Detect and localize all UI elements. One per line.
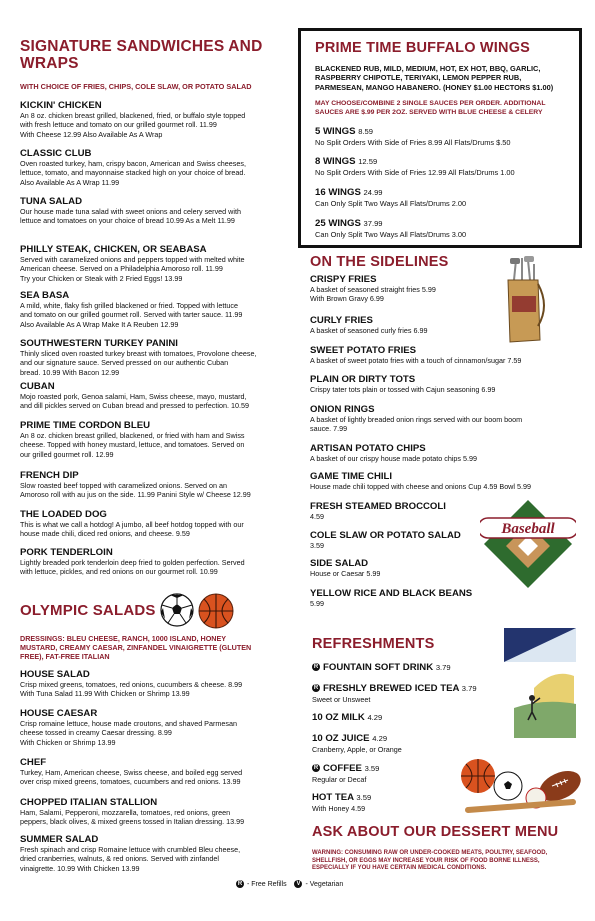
sandwiches-title: SIGNATURE SANDWICHES AND WRAPS: [20, 38, 263, 72]
item-name: SEA BASA: [20, 290, 70, 301]
description-line: With Chicken or Shrimp 13.99: [20, 737, 116, 747]
dessert-banner: ASK ABOUT OUR DESSERT MENU: [312, 824, 559, 840]
description-line: Turkey, Ham, American cheese, Swiss cheese, and boiled egg served: [20, 768, 243, 777]
description-line: A basket of our crispy house made potato chips 5.99: [310, 454, 478, 463]
description-line: Sweet or Unsweet: [312, 695, 371, 704]
side-item: [310, 588, 560, 608]
description-line: and our signature sauce. Served pressed on our authentic Cuban: [20, 358, 229, 368]
refreshment-item: [312, 763, 379, 784]
side-item: [310, 443, 560, 463]
item-description: No Split Orders With Side of Fries 8.99 All Flats/Drums $.50: [315, 138, 511, 147]
item-name: CUBAN: [20, 381, 55, 392]
description-line: with lettuce, pickles, and red onions on our gourmet roll. 10.99: [20, 567, 218, 577]
wings-row: [315, 187, 466, 199]
description-line: House or Caesar 5.99: [310, 569, 381, 578]
sandwich-item: [20, 509, 282, 539]
salad-item: [20, 797, 282, 827]
description-line: peppers, black olives, & mixed greens tossed in Italian dressing. 13.99: [20, 817, 245, 827]
item-name: CHEF: [20, 757, 47, 768]
sandwich-item: [20, 547, 282, 577]
item-price: 3.79: [461, 684, 477, 693]
item-name: SUMMER SALAD: [20, 834, 99, 845]
side-item: [310, 274, 560, 304]
side-item: [310, 315, 560, 335]
refreshment-item: [312, 712, 382, 724]
item-name: CHOPPED ITALIAN STALLION: [20, 797, 158, 808]
description-line: With Cheese 12.99 Also Available As A Wrap: [20, 129, 163, 139]
refreshment-row: [312, 712, 382, 724]
golf-scene-icon: [504, 628, 576, 738]
description-line: 4.59: [310, 512, 324, 521]
description-line: A mild, white, flaky fish grilled blackened or fried. Topped with lettuce: [20, 301, 238, 310]
sandwiches-subtitle: WITH CHOICE OF FRIES, CHIPS, COLE SLAW, OR POTATO SALAD: [20, 82, 252, 91]
item-name: FRENCH DIP: [20, 470, 79, 481]
salads-title: OLYMPIC SALADS: [20, 602, 156, 619]
item-price: 3.59: [356, 793, 372, 802]
item-description: [20, 768, 282, 787]
refill-icon: R: [313, 664, 319, 671]
refreshment-item: [312, 733, 402, 754]
description-line: vinaigrette. 10.99 With Chicken 13.99: [20, 863, 140, 873]
description-line: Crispy tater tots plain or tossed with Cajun seasoning 6.99: [310, 385, 496, 394]
item-description: [310, 385, 560, 394]
refill-icon: R: [237, 881, 243, 887]
refreshments-title: REFRESHMENTS: [312, 636, 435, 652]
item-description: [20, 431, 282, 459]
description-line: Fresh spinach and crisp Romaine lettuce with crumbled Bleu cheese,: [20, 845, 241, 854]
sandwich-item: [20, 381, 282, 411]
refreshment-row: [312, 763, 379, 775]
food-warning: WARNING: CONSUMING RAW OR UNDER-COOKED MEATS, POULTRY, SEAFOOD, SHELLFISH, OR EGGS MAY INCREASE YOUR RISK OF FOOD BORNE ILLNESS, ESPECIALLY IF YOU HAVE CERTAIN MEDICAL CONDITIONS.: [312, 850, 548, 872]
item-description: [20, 680, 282, 699]
description-line: Our house made tuna salad with sweet onions and celery served with: [20, 207, 241, 216]
description-line: bread. 10.99 With Bacon 12.99: [20, 367, 120, 377]
salad-item: [20, 669, 282, 699]
side-item: [310, 404, 560, 434]
item-description: [20, 207, 282, 226]
description-line: Served with caramelized onions and peppers topped with melted white: [20, 255, 245, 264]
refill-icon: R: [313, 765, 319, 772]
item-description: [20, 301, 282, 329]
sandwich-item: [20, 244, 282, 283]
refreshment-row: [312, 683, 477, 695]
description-line: 3.59: [310, 541, 324, 550]
salad-dressings: DRESSINGS: BLEU CHEESE, RANCH, 1000 ISLAND, HONEY MUSTARD, CREAMY CAESAR, ZINFANDEL VINAIGRETTE (GLUTEN FREE), FAT-FREE ITALIAN: [20, 634, 252, 661]
item-name: HOT TEA: [312, 792, 354, 803]
description-line: American cheese. Served on a Philadelphia Amoroso roll. 11.99: [20, 264, 223, 274]
description-line: Thinly sliced oven roasted turkey breast with tomatoes, Provolone cheese,: [20, 349, 257, 358]
description-line: and tomato on our grilled gourmet roll. Served with tarter sauce. 11.99: [20, 310, 243, 320]
item-name: COFFEE: [323, 763, 362, 774]
refreshment-row: [312, 792, 371, 804]
item-description: [20, 719, 282, 747]
item-name: COLE SLAW OR POTATO SALAD: [310, 530, 461, 541]
item-description: [310, 454, 560, 463]
description-line: lettuce and tomatoes on your choice of bread 10.99 As a Melt 11.99: [20, 216, 235, 226]
item-price: 3.79: [435, 663, 451, 672]
item-description: [310, 356, 560, 365]
item-price: 8.59: [358, 127, 373, 136]
description-line: cheese tossed in creamy Caesar dressing. 8.99: [20, 728, 172, 738]
description-line: house made chili, diced red onions, and cheese. 9.59: [20, 529, 190, 539]
legend-footer: [236, 880, 343, 888]
description-line: cheese. Topped with honey mustard, lettuce, and tomatoes. Served on: [20, 440, 245, 450]
item-name: 10 OZ MILK: [312, 712, 365, 723]
item-description: [20, 255, 282, 283]
wings-row: [315, 156, 515, 168]
item-name: HOUSE SALAD: [20, 669, 90, 680]
description-line: Ham, Salami, Pepperoni, mozzarella, tomatoes, red onions, green: [20, 808, 231, 817]
salad-item: [20, 757, 282, 787]
description-line: Also Available As A Wrap 11.99: [20, 177, 120, 187]
item-description: [310, 482, 560, 491]
item-description: Can Only Split Two Ways All Flats/Drums 2.00: [315, 199, 467, 208]
wings-item: [315, 156, 515, 177]
item-price: 24.99: [363, 188, 383, 197]
description-line: An 8 oz. chicken breast grilled, blackened, or fried with ham and Swiss: [20, 431, 245, 440]
description-line: Lightly breaded pork tenderloin deep fried to golden perfection. Served: [20, 558, 245, 567]
item-name: ONION RINGS: [310, 404, 375, 415]
item-name: SWEET POTATO FRIES: [310, 345, 417, 356]
item-name: PLAIN OR DIRTY TOTS: [310, 374, 416, 385]
item-description: [20, 520, 282, 539]
wings-item: [315, 126, 511, 147]
item-description: [310, 285, 560, 304]
item-name: HOUSE CAESAR: [20, 708, 98, 719]
item-description: [20, 481, 282, 500]
description-line: Oven roasted turkey, ham, crispy bacon, American and Swiss cheeses,: [20, 159, 246, 168]
item-name: SOUTHWESTERN TURKEY PANINI: [20, 338, 178, 349]
wings-row: [315, 126, 511, 138]
item-description: Can Only Split Two Ways All Flats/Drums 3.00: [315, 230, 467, 239]
wings-box: [298, 28, 582, 248]
refill-legend: - Free Refills: [247, 880, 287, 888]
description-line: With Tuna Salad 11.99 With Chicken or Shrimp 13.99: [20, 689, 190, 699]
description-line: A basket of sweet potato fries with a touch of cinnamon/sugar 7.59: [310, 356, 522, 365]
description-line: With Honey 4.59: [312, 804, 366, 813]
item-description: [310, 599, 560, 608]
refreshment-item: [312, 662, 451, 674]
item-description: [310, 415, 560, 434]
wings-item: [315, 187, 466, 208]
description-line: Try your Chicken or Steak with 2 Fried Eggs! 13.99: [20, 273, 183, 283]
sandwich-item: [20, 290, 282, 329]
sports-balls-icon: [448, 750, 583, 822]
description-line: Cranberry, Apple, or Orange: [312, 745, 402, 754]
item-description: [20, 111, 282, 139]
side-item: [310, 374, 560, 394]
description-line: A basket of lightly breaded onion rings served with our boom boom: [310, 415, 523, 424]
item-name: 8 WINGS: [315, 156, 356, 167]
wings-item: [315, 218, 466, 239]
vegetarian-icon: V: [296, 881, 301, 887]
item-name: 25 WINGS: [315, 218, 361, 229]
item-description: [20, 808, 282, 827]
description-line: and dill pickles served on Cuban bread and pressed to perfection. 10.59: [20, 401, 249, 411]
description-line: Slow roasted beef topped with caramelized onions. Served on an: [20, 481, 227, 490]
item-description: [20, 159, 282, 187]
description-line: Also Available As A Wrap Make It A Reuben 12.99: [20, 319, 179, 329]
item-name: PHILLY STEAK, CHICKEN, OR SEABASA: [20, 244, 207, 255]
wings-sauces: BLACKENED RUB, MILD, MEDIUM, HOT, EX HOT, BBQ, GARLIC, RASPBERRY CHIPOTLE, TERIYAKI, LEMON PEPPER RUB, PARMESEAN, MANGO HABANERO. (HONEY $1.00 HECTORS $1.00): [315, 64, 554, 92]
refill-icon: R: [313, 685, 319, 692]
item-price: 4.29: [367, 713, 383, 722]
item-name: GAME TIME CHILI: [310, 471, 393, 482]
refreshment-row: [312, 662, 451, 674]
vegetarian-legend: - Vegetarian: [305, 880, 344, 888]
item-description: [20, 558, 282, 577]
item-name: FRESHLY BREWED ICED TEA: [323, 683, 460, 694]
soccer-ball-icon: [160, 593, 194, 627]
description-line: This is what we call a hotdog! A jumbo, all beef hotdog topped with our: [20, 520, 244, 529]
sandwich-item: [20, 100, 282, 139]
description-line: 5.99: [310, 599, 324, 608]
item-name: PORK TENDERLOIN: [20, 547, 113, 558]
description-line: over crisp mixed greens, tomatoes, cucumbers and red onions. 13.99: [20, 777, 241, 787]
description-line: with fresh lettuce and tomato on our grilled gourmet roll. 11.99: [20, 120, 217, 130]
item-name: FRESH STEAMED BROCCOLI: [310, 501, 446, 512]
description-line: An 8 oz. chicken breast grilled, blackened, fried, or buffalo style topped: [20, 111, 246, 120]
item-name: ARTISAN POTATO CHIPS: [310, 443, 426, 454]
item-name: SIDE SALAD: [310, 558, 369, 569]
description-line: Amoroso roll with au jus on the side. 11.99 Panini Style w/ Cheese 12.99: [20, 490, 251, 500]
refreshment-item: [312, 683, 477, 704]
sandwich-item: [20, 420, 282, 459]
wings-title: PRIME TIME BUFFALO WINGS: [315, 40, 531, 56]
item-description: [20, 392, 282, 411]
salad-item: [20, 834, 282, 873]
item-name: 5 WINGS: [315, 126, 356, 137]
item-name: CLASSIC CLUB: [20, 148, 92, 159]
description-line: A basket of seasoned curly fries 6.99: [310, 326, 428, 335]
side-item: [310, 471, 560, 491]
basketball-icon: [198, 593, 234, 629]
side-item: [310, 345, 560, 365]
item-name: 16 WINGS: [315, 187, 361, 198]
description-line: lettuce, tomato, and mayonnaise stacked high on your choice of bread.: [20, 168, 246, 178]
item-price: 37.99: [363, 219, 383, 228]
item-name: FOUNTAIN SOFT DRINK: [323, 662, 434, 673]
item-name: 10 OZ JUICE: [312, 733, 370, 744]
description-line: our grilled gourmet roll. 12.99: [20, 449, 114, 459]
salad-item: [20, 708, 282, 747]
item-description: [20, 349, 282, 377]
item-name: CRISPY FRIES: [310, 274, 377, 285]
description-line: House made chili topped with cheese and onions Cup 4.59 Bowl 5.99: [310, 482, 531, 491]
svg-text:Baseball: Baseball: [501, 521, 555, 537]
wings-note: MAY CHOOSE/COMBINE 2 SINGLE SAUCES PER ORDER. ADDITIONAL SAUCES ARE $.99 PER 2OZ. SERVED WITH BLUE CHEESE & CELERY: [315, 100, 546, 116]
item-price: 12.59: [358, 157, 378, 166]
baseball-badge-icon: [480, 494, 576, 590]
description-line: A basket of seasoned straight fries 5.99: [310, 285, 436, 294]
sandwich-item: [20, 148, 282, 187]
description-line: Regular or Decaf: [312, 775, 367, 784]
sandwich-item: [20, 196, 282, 226]
item-name: CURLY FRIES: [310, 315, 373, 326]
item-name: THE LOADED DOG: [20, 509, 107, 520]
refreshment-item: [312, 792, 371, 813]
description-line: dried cranberries, walnuts, & red onions. Served with zinfandel: [20, 854, 219, 864]
wings-row: [315, 218, 466, 230]
description-line: Crisp romaine lettuce, house made croutons, and shaved Parmesan: [20, 719, 237, 728]
description-line: With Brown Gravy 6.99: [310, 294, 384, 304]
sides-title: ON THE SIDELINES: [310, 254, 449, 270]
item-description: No Split Orders With Side of Fries 12.99 All Flats/Drums 1.00: [315, 168, 515, 177]
item-price: 3.59: [364, 764, 380, 773]
sandwich-item: [20, 470, 282, 500]
description-line: Mojo roasted pork, Genoa salami, Ham, Swiss cheese, mayo, mustard,: [20, 392, 247, 401]
item-description: [20, 845, 282, 873]
item-name: YELLOW RICE AND BLACK BEANS: [310, 588, 473, 599]
description-line: Crisp mixed greens, tomatoes, red onions, cucumbers & cheese. 8.99: [20, 680, 243, 689]
refreshment-row: [312, 733, 402, 745]
item-name: PRIME TIME CORDON BLEU: [20, 420, 151, 431]
item-description: [310, 326, 560, 335]
item-name: TUNA SALAD: [20, 196, 82, 207]
item-price: 4.29: [372, 734, 388, 743]
description-line: sauce. 7.99: [310, 424, 348, 434]
sandwich-item: [20, 338, 282, 377]
item-name: KICKIN' CHICKEN: [20, 100, 102, 111]
